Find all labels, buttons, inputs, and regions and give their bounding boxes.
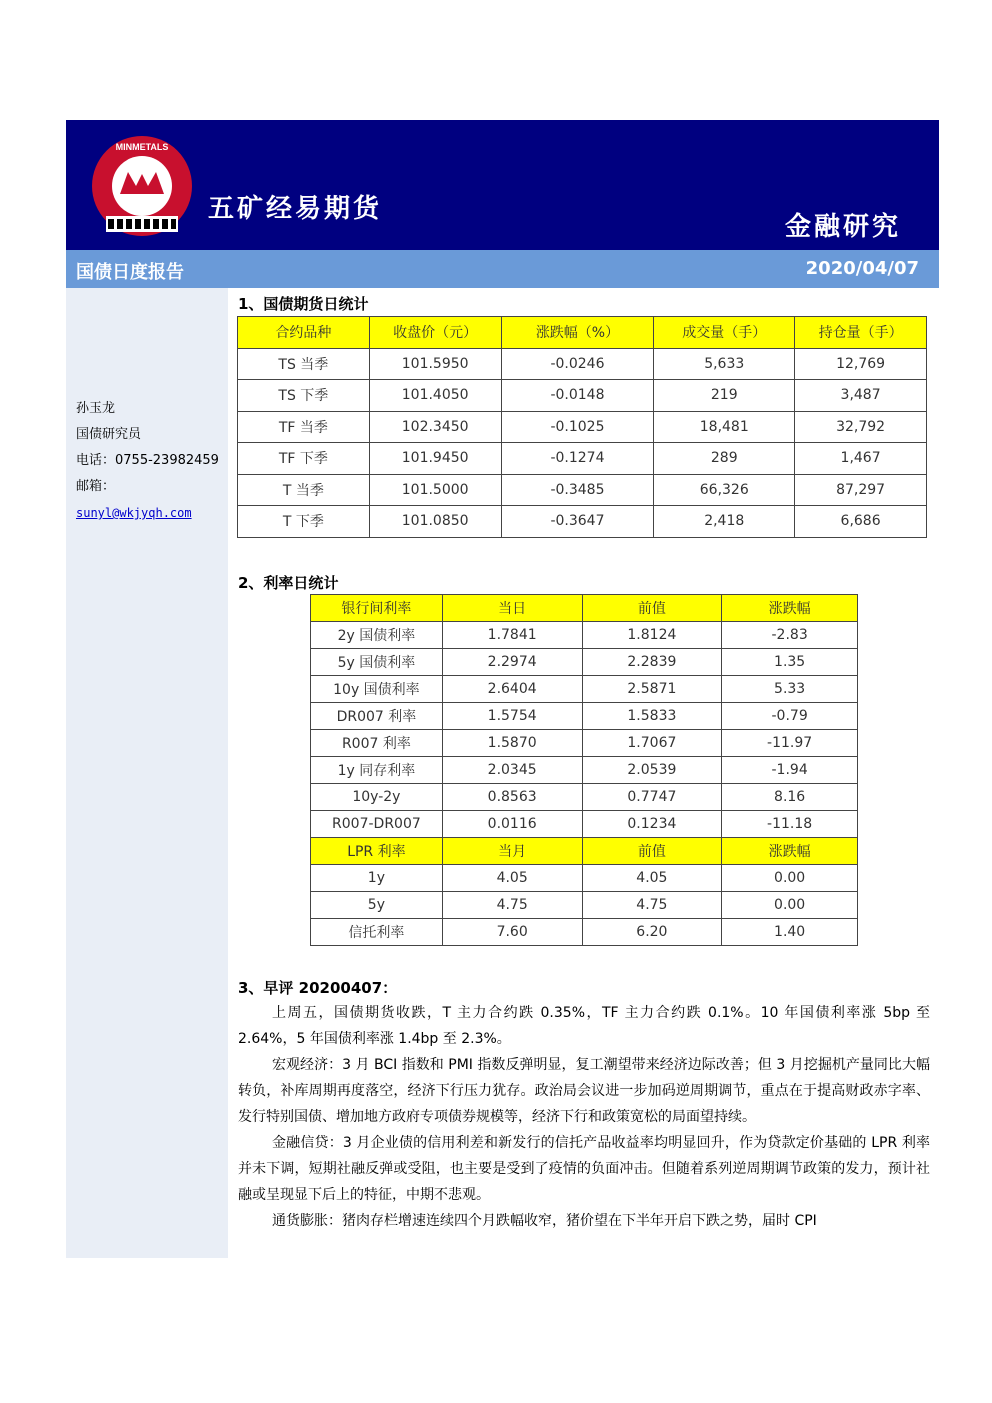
table-cell: -11.97 <box>722 730 858 757</box>
table-header-cell: 持仓量（手） <box>795 317 927 349</box>
table-cell: 1.40 <box>722 919 858 946</box>
table-cell: -0.3485 <box>501 474 654 506</box>
table-cell: 3,487 <box>795 380 927 412</box>
table-header-cell: 涨跌幅 <box>722 838 858 865</box>
table-cell: 2.0345 <box>442 757 582 784</box>
table-cell: -2.83 <box>722 622 858 649</box>
table-row <box>311 811 858 838</box>
table-cell: R007-DR007 <box>311 811 443 838</box>
company-logo <box>90 134 194 238</box>
table-cell: 1.5754 <box>442 703 582 730</box>
department-title: 金融研究 <box>784 212 901 242</box>
table-row <box>238 411 927 443</box>
table-cell: TF 下季 <box>238 443 370 475</box>
table-cell: -0.1274 <box>501 443 654 475</box>
table-cell: -11.18 <box>722 811 858 838</box>
table-row <box>311 622 858 649</box>
table-header-row <box>238 317 927 349</box>
rates-stats-table <box>310 594 858 946</box>
table-header-cell: 合约品种 <box>238 317 370 349</box>
table-cell: 12,769 <box>795 348 927 380</box>
table-header-cell: 收盘价（元） <box>369 317 501 349</box>
table-cell: 6,686 <box>795 506 927 538</box>
table-cell: 5y 国债利率 <box>311 649 443 676</box>
table-row <box>311 649 858 676</box>
table-cell: 5,633 <box>654 348 795 380</box>
table-row <box>311 757 858 784</box>
morning-comment <box>238 1000 930 1234</box>
table-cell: 4.75 <box>582 892 722 919</box>
table-header-cell: 前值 <box>582 595 722 622</box>
table-cell: 1.5870 <box>442 730 582 757</box>
table-cell: 1.35 <box>722 649 858 676</box>
table-row <box>238 474 927 506</box>
table-row <box>238 348 927 380</box>
table-row <box>311 919 858 946</box>
author-phone: 电话：0755-23982459 <box>76 453 219 468</box>
table-cell: 101.5000 <box>369 474 501 506</box>
table-cell: 10y 国债利率 <box>311 676 443 703</box>
table-cell: 5y <box>311 892 443 919</box>
table-cell: 102.3450 <box>369 411 501 443</box>
table-cell: 10y-2y <box>311 784 443 811</box>
table-cell: DR007 利率 <box>311 703 443 730</box>
table-cell: 0.00 <box>722 865 858 892</box>
author-info <box>76 396 219 526</box>
company-name: 五矿经易期货 <box>208 194 383 224</box>
table-cell: R007 利率 <box>311 730 443 757</box>
table-cell: 7.60 <box>442 919 582 946</box>
comment-paragraph: 通货膨胀：猪肉存栏增速连续四个月跌幅收窄，猪价望在下半年开启下跌之势，届时 CPI <box>272 1213 817 1229</box>
table-row <box>238 443 927 475</box>
table-header-cell: LPR 利率 <box>311 838 443 865</box>
table-cell: 1.7841 <box>442 622 582 649</box>
table-row <box>238 380 927 412</box>
table-cell: 18,481 <box>654 411 795 443</box>
table-header-cell: 当月 <box>442 838 582 865</box>
table-cell: 2.2839 <box>582 649 722 676</box>
table-cell: 2.5871 <box>582 676 722 703</box>
table-cell: TF 当季 <box>238 411 370 443</box>
table-cell: -0.1025 <box>501 411 654 443</box>
table-cell: 0.8563 <box>442 784 582 811</box>
table-header-cell: 前值 <box>582 838 722 865</box>
table-row <box>311 676 858 703</box>
table-header-cell: 涨跌幅（%） <box>501 317 654 349</box>
table-header-row <box>311 838 858 865</box>
table-row <box>311 784 858 811</box>
table-cell: 101.5950 <box>369 348 501 380</box>
header-banner <box>66 120 939 250</box>
table-cell: 2.6404 <box>442 676 582 703</box>
comment-paragraph: 金融信贷：3 月企业债的信用利差和新发行的信托产品收益率均明显回升，作为贷款定价基础的 LPR 利率并未下调，短期社融反弹或受阻，也主要是受到了疫情的负面冲击。但随着系列逆周期调节政策的发力，预计社融或呈现显下后上的特征，中期不悲观。 <box>238 1135 930 1203</box>
table-cell: 8.16 <box>722 784 858 811</box>
table-row <box>311 892 858 919</box>
table-row <box>311 865 858 892</box>
table-cell: -0.0148 <box>501 380 654 412</box>
table-cell: 2,418 <box>654 506 795 538</box>
author-email-label: 邮箱： <box>76 479 116 494</box>
table-cell: TS 下季 <box>238 380 370 412</box>
table-cell: 1.5833 <box>582 703 722 730</box>
table-cell: TS 当季 <box>238 348 370 380</box>
report-title: 国债日度报告 <box>76 262 184 283</box>
table-header-row <box>311 595 858 622</box>
table-cell: 66,326 <box>654 474 795 506</box>
logo-text-top: MINMETALS <box>115 142 169 152</box>
table-cell: 1,467 <box>795 443 927 475</box>
sidebar <box>66 288 228 1258</box>
futures-stats-table <box>237 316 927 538</box>
table-cell: 2.2974 <box>442 649 582 676</box>
table-header-cell: 当日 <box>442 595 582 622</box>
table-cell: 0.1234 <box>582 811 722 838</box>
table-cell: 0.00 <box>722 892 858 919</box>
author-name: 孙玉龙 <box>76 401 116 416</box>
table-cell: 4.05 <box>442 865 582 892</box>
table-cell: 6.20 <box>582 919 722 946</box>
table-cell: 1.8124 <box>582 622 722 649</box>
table-cell: 219 <box>654 380 795 412</box>
table-cell: 87,297 <box>795 474 927 506</box>
table-cell: 1y 同存利率 <box>311 757 443 784</box>
comment-paragraph: 上周五，国债期货收跌，T 主力合约跌 0.35%，TF 主力合约跌 0.1%。10 年国债利率涨 5bp 至 2.64%，5 年国债利率涨 1.4bp 至 2.3%。 <box>238 1005 930 1047</box>
table-row <box>311 730 858 757</box>
report-date: 2020/04/07 <box>805 258 919 279</box>
table-cell: 101.9450 <box>369 443 501 475</box>
table-cell: T 当季 <box>238 474 370 506</box>
report-bar <box>66 250 939 288</box>
table-row <box>311 703 858 730</box>
table-row <box>238 506 927 538</box>
table-cell: -0.0246 <box>501 348 654 380</box>
section1-title: 1、国债期货日统计 <box>238 295 369 313</box>
table-header-cell: 成交量（手） <box>654 317 795 349</box>
table-cell: 101.0850 <box>369 506 501 538</box>
table-cell: 1y <box>311 865 443 892</box>
section3-title: 3、早评 20200407： <box>238 979 398 997</box>
table-cell: -0.79 <box>722 703 858 730</box>
table-header-cell: 涨跌幅 <box>722 595 858 622</box>
table-cell: 0.7747 <box>582 784 722 811</box>
table-cell: -1.94 <box>722 757 858 784</box>
section2-title: 2、利率日统计 <box>238 574 339 592</box>
table-header-cell: 银行间利率 <box>311 595 443 622</box>
table-cell: 5.33 <box>722 676 858 703</box>
table-cell: 32,792 <box>795 411 927 443</box>
table-cell: -0.3647 <box>501 506 654 538</box>
table-cell: 2.0539 <box>582 757 722 784</box>
comment-paragraph: 宏观经济：3 月 BCI 指数和 PMI 指数反弹明显，复工潮望带来经济边际改善；但 3 月挖掘机产量同比大幅转负，补库周期再度落空，经济下行压力犹存。政治局会议进一步加码逆周期调节，重点在于提高财政赤字率、发行特别国债、增加地方政府专项债券规模等，经济下行和政策宽松的局面望持续。 <box>238 1057 930 1125</box>
table-cell: 1.7067 <box>582 730 722 757</box>
table-cell: 289 <box>654 443 795 475</box>
table-cell: 信托利率 <box>311 919 443 946</box>
table-cell: T 下季 <box>238 506 370 538</box>
table-cell: 4.05 <box>582 865 722 892</box>
table-cell: 0.0116 <box>442 811 582 838</box>
table-cell: 101.4050 <box>369 380 501 412</box>
author-title: 国债研究员 <box>76 427 142 442</box>
table-cell: 4.75 <box>442 892 582 919</box>
table-cell: 2y 国债利率 <box>311 622 443 649</box>
author-email-link[interactable]: sunyl@wkjyqh.com <box>76 506 192 520</box>
